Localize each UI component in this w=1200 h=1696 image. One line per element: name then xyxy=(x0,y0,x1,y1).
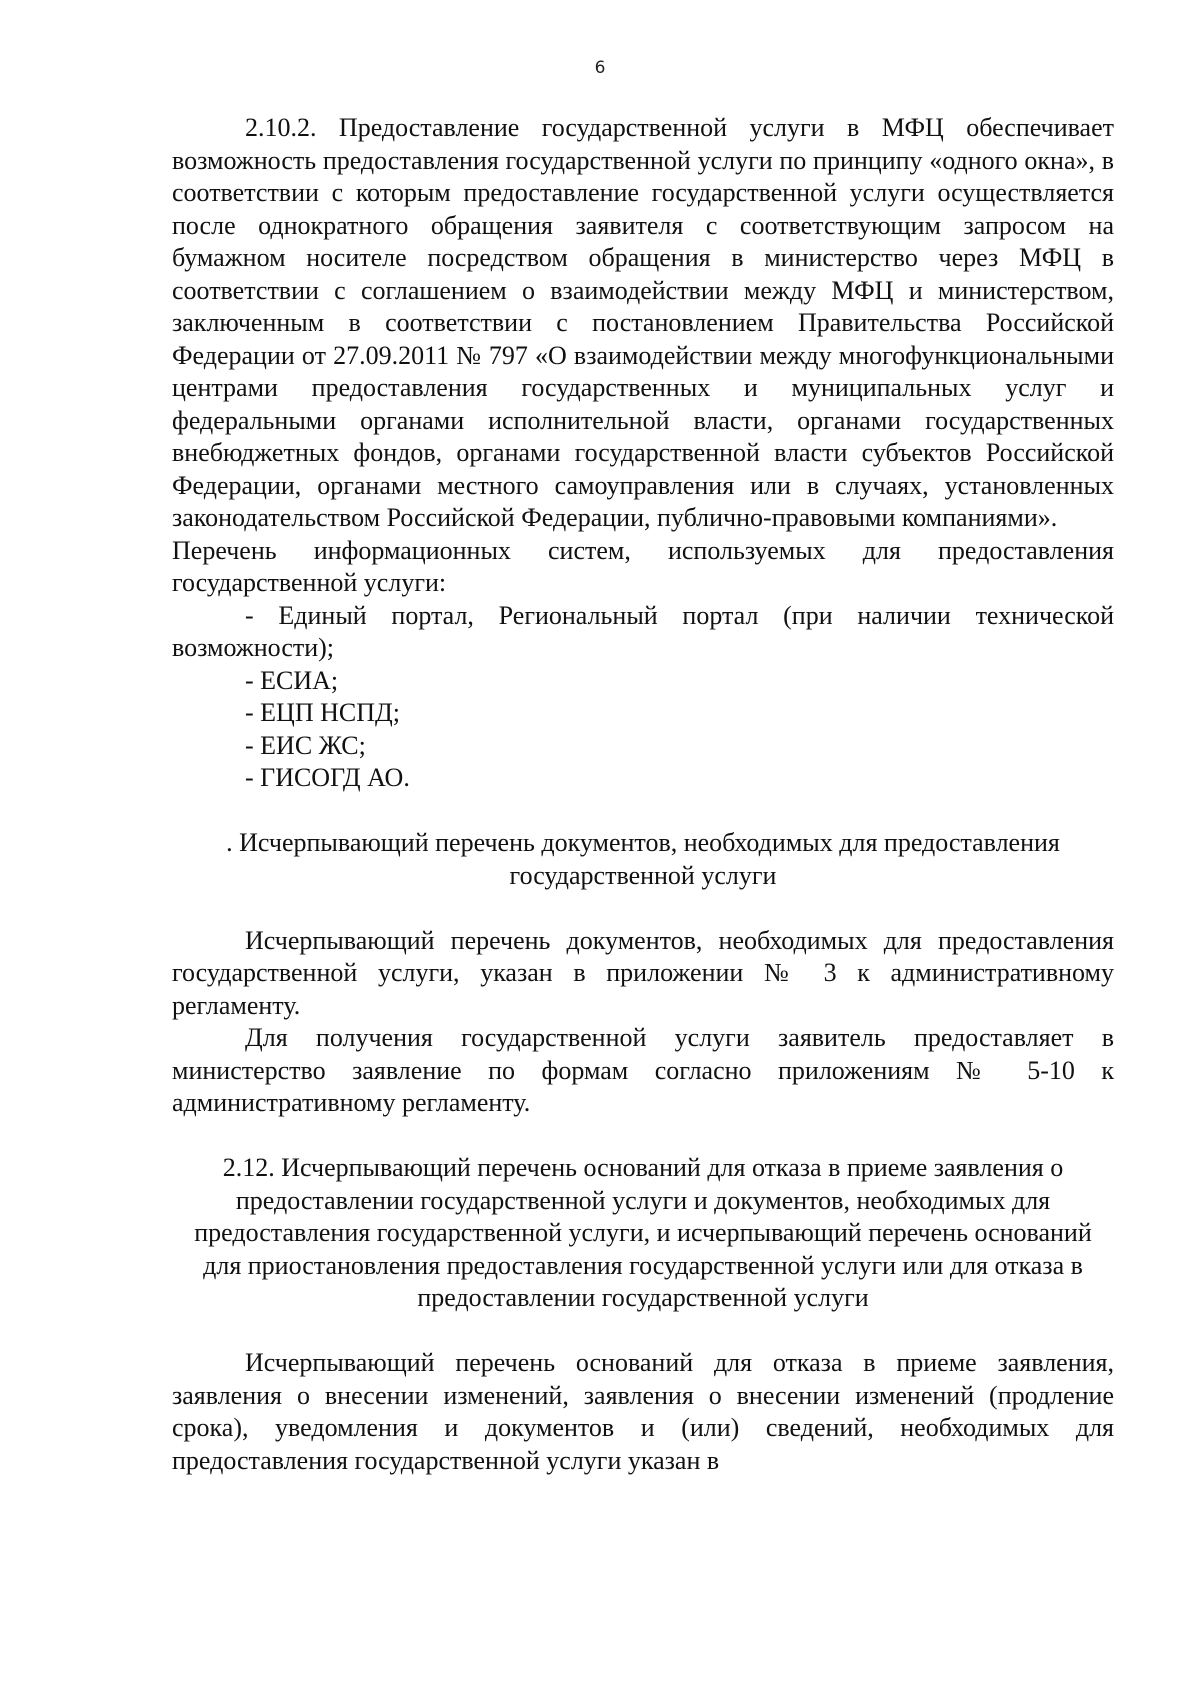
section-2-10-2-paragraph: 2.10.2. Предоставление государственной услуги в МФЦ обеспечивает возможность предоставления государственной услуги по принципу «одного окна», в соответствии с которым предоставление государственной услуги осуществляется после однократного обращения заявителя с соответствующим запросом на бумажном носителе посредством обращения в министерство через МФЦ в соответствии с соглашением о взаимодействии между МФЦ и министерством, заключенным в соответствии с постановлением Правительства Российской Федерации от 27.09.2011 № 797 «О взаимодействии между многофункциональными центрами предоставления государственных и муниципальных услуг и федеральными органами исполнительной власти, органами государственных внебюджетных фондов, органами государственной власти субъектов Российской Федерации, органами местного самоуправления или в случаях, установленных законодательством Российской Федерации, публично-правовыми компаниями». xyxy=(172,113,1114,532)
document-body xyxy=(172,112,1114,1477)
info-system-item: - ЕИС ЖС; xyxy=(245,730,366,760)
section-2-11-paragraph: Исчерпывающий перечень документов, необходимых для предоставления государственной услуги, указан в приложении № 3 к административному регламенту. xyxy=(172,925,1114,1020)
blank-line xyxy=(172,795,1114,828)
section-2-11-paragraph: Для получения государственной услуги заявитель предоставляет в министерство заявление по формам согласно приложениям № 5-10 к административному регламенту. xyxy=(172,1023,1114,1117)
blank-line xyxy=(172,892,1114,925)
blank-line xyxy=(172,1120,1114,1153)
info-system-item: - ЕЦП НСПД; xyxy=(245,698,400,727)
section-2-11-heading: . Исчерпывающий перечень документов, необходимых для предоставления государственной услуги xyxy=(226,828,1060,890)
info-system-item: - ЕСИА; xyxy=(245,665,339,695)
page-number: 6 xyxy=(594,58,606,78)
section-2-12-paragraph: Исчерпывающий перечень оснований для отказа в приеме заявления, заявления о внесении изменений, заявления о внесении изменений (продление срока), уведомления и документов и (или) сведений, необходимых для предоставления государственной услуги указан в xyxy=(172,1348,1114,1475)
info-system-item: - Единый портал, Региональный портал (при наличии технической возможности); xyxy=(172,600,1114,662)
info-system-item: - ГИСОГД АО. xyxy=(245,763,410,792)
section-2-12-heading: 2.12. Исчерпывающий перечень оснований для отказа в приеме заявления о предоставлении государственной услуги и документов, необходимых для предоставления государственной услуги, и исчерпывающий перечень оснований для приостановления предоставления государственной услуги или для отказа в предоставлении государственной услуги xyxy=(194,1153,1092,1312)
info-systems-intro: Перечень информационных систем, используемых для предоставления государственной услуги: xyxy=(172,535,1114,597)
blank-line xyxy=(172,1315,1114,1348)
